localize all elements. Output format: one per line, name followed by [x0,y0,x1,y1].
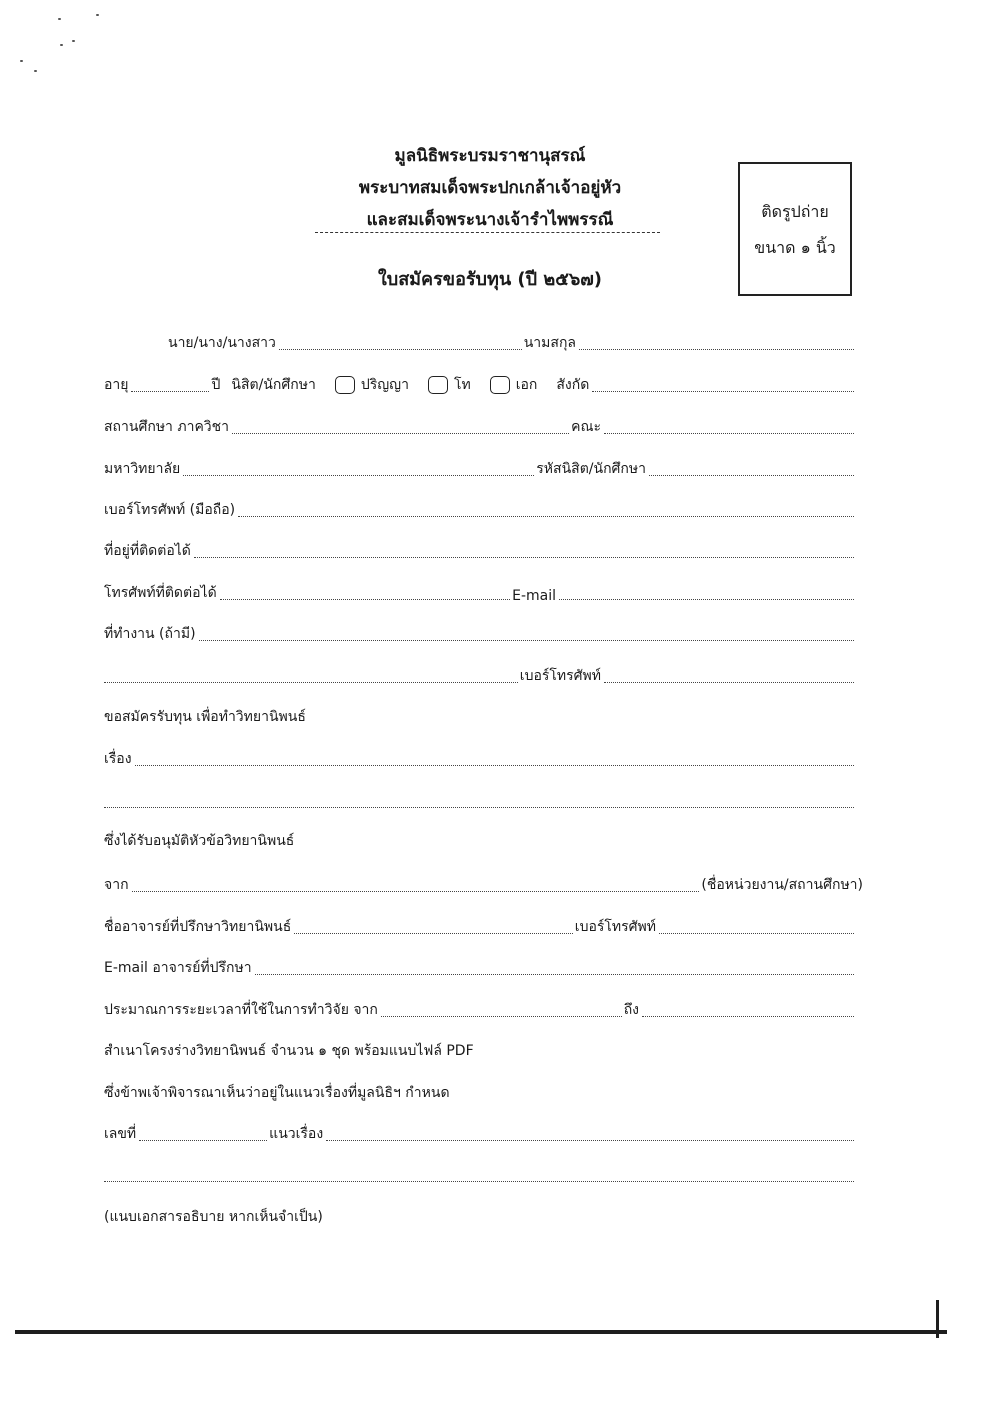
email-field[interactable] [559,598,854,600]
age-field[interactable] [131,390,209,392]
age-label: อายุ [104,377,129,393]
scan-speck [60,44,63,46]
subject-field[interactable] [135,764,854,766]
row-from [104,872,864,896]
row-workplace [104,621,856,645]
university-field[interactable] [183,474,534,476]
row-contact [104,580,856,604]
row-subject [104,746,856,770]
photo-box-label: ติดรูปถ่าย [761,202,829,221]
theme-field[interactable] [326,1139,854,1141]
name-field[interactable] [279,348,522,350]
king-name: พระบาทสมเด็จพระปกเกล้าเจ้าอยู่หัว [358,178,622,198]
period-from-field[interactable] [381,1015,622,1017]
row-theme-continued [104,1162,856,1186]
affiliation-field[interactable] [592,390,854,392]
contact-phone-field[interactable] [220,598,510,600]
row-address [104,538,856,562]
from-field[interactable] [132,890,700,892]
master-checkbox[interactable] [428,376,448,394]
scan-speck [34,70,37,72]
scan-speck [72,40,75,42]
period-to-field[interactable] [642,1015,854,1017]
row-name [168,330,856,354]
page-right-edge [936,1300,939,1338]
theme-field-continued[interactable] [104,1180,854,1182]
row-institution [104,414,856,438]
work-phone-field[interactable] [604,681,854,683]
row-subject-continued [104,788,856,812]
year-label: ปี [211,377,221,393]
faculty-label: คณะ [571,419,601,435]
copy-note: สำเนาโครงร่างวิทยานิพนธ์ จำนวน ๑ ชุด พร้อมแนบไฟล์ PDF [104,1043,474,1059]
student-id-field[interactable] [649,474,854,476]
scan-speck [58,18,61,20]
row-advisor [104,914,856,938]
row-university [104,456,856,480]
bachelor-checkbox[interactable] [335,376,355,394]
student-label: นิสิต/นักศึกษา [231,377,316,393]
period-to-label: ถึง [623,1002,639,1018]
period-label: ประมาณการระยะเวลาที่ใช้ในการทำวิจัย จาก [104,1002,378,1018]
address-field[interactable] [194,556,854,558]
row-mobile [104,497,856,521]
row-advisor-email [104,955,856,979]
advisor-phone-label: เบอร์โทรศัพท์ [574,919,656,935]
row-period [104,997,856,1021]
scan-speck [96,14,99,16]
advisor-phone-field[interactable] [659,932,854,934]
subject-field-continued[interactable] [104,806,854,808]
queen-name: และสมเด็จพระนางเจ้ารำไพพรรณี [366,210,614,230]
surname-label: นามสกุล [523,335,576,351]
work-phone-label: เบอร์โทรศัพท์ [519,668,601,684]
advisor-field[interactable] [294,932,573,934]
foundation-name: มูลนิธิพระบรมราชานุสรณ์ [394,146,586,166]
theme-label: แนวเรื่อง [269,1126,324,1142]
student-id-label: รหัสนิสิต/นักศึกษา [536,461,646,477]
number-field[interactable] [139,1139,267,1141]
apply-purpose: ขอสมัครรับทุน เพื่อทำวิทยานิพนธ์ [104,709,306,725]
name-prefix-label: นาย/นาง/นางสาว [168,335,276,351]
row-work-phone [104,663,856,687]
advisor-label: ชื่ออาจารย์ที่ปรึกษาวิทยานิพนธ์ [104,919,292,935]
attach-note: (แนบเอกสารอธิบาย หากเห็นจำเป็น) [104,1209,323,1225]
surname-field[interactable] [579,348,854,350]
mobile-label: เบอร์โทรศัพท์ (มือถือ) [104,502,236,518]
master-label: โท [453,377,471,393]
affiliation-label: สังกัด [556,377,590,393]
from-label: จาก [104,877,129,893]
bachelor-label: ปริญญา [360,377,409,393]
address-label: ที่อยู่ที่ติดต่อได้ [104,543,191,559]
phd-label: เอก [515,377,538,393]
page-bottom-edge [15,1330,947,1334]
workplace-label: ที่ทำงาน (ถ้ามี) [104,626,196,642]
advisor-email-field[interactable] [255,973,854,975]
from-suffix: (ชื่อหน่วยงาน/สถานศึกษา) [701,877,863,893]
email-label: E-mail [512,588,556,604]
consider-note: ซึ่งข้าพเจ้าพิจารณาเห็นว่าอยู่ในแนวเรื่องที่มูลนิธิฯ กำหนด [104,1085,450,1101]
subject-label: เรื่อง [104,751,132,767]
row-age-degree [104,372,856,396]
institution-label: สถานศึกษา ภาควิชา [104,419,230,435]
form-title: ใบสมัครขอรับทุน (ปี ๒๕๖๗) [377,269,602,290]
photo-box-size: ขนาด ๑ นิ้ว [754,238,836,257]
row-number-theme [104,1121,856,1145]
phd-checkbox[interactable] [490,376,510,394]
contact-phone-label: โทรศัพท์ที่ติดต่อได้ [104,585,217,601]
workplace-field[interactable] [199,639,854,641]
department-field[interactable] [232,432,569,434]
number-label: เลขที่ [104,1126,137,1142]
header-divider [315,232,660,233]
advisor-email-label: E-mail อาจารย์ที่ปรึกษา [104,960,252,976]
photo-box [738,162,852,296]
scan-speck [20,60,23,62]
workplace-field-continued[interactable] [104,681,518,683]
mobile-field[interactable] [238,515,854,517]
approved-topic: ซึ่งได้รับอนุมัติหัวข้อวิทยานิพนธ์ [104,833,295,849]
university-label: มหาวิทยาลัย [104,461,181,477]
faculty-field[interactable] [604,432,854,434]
